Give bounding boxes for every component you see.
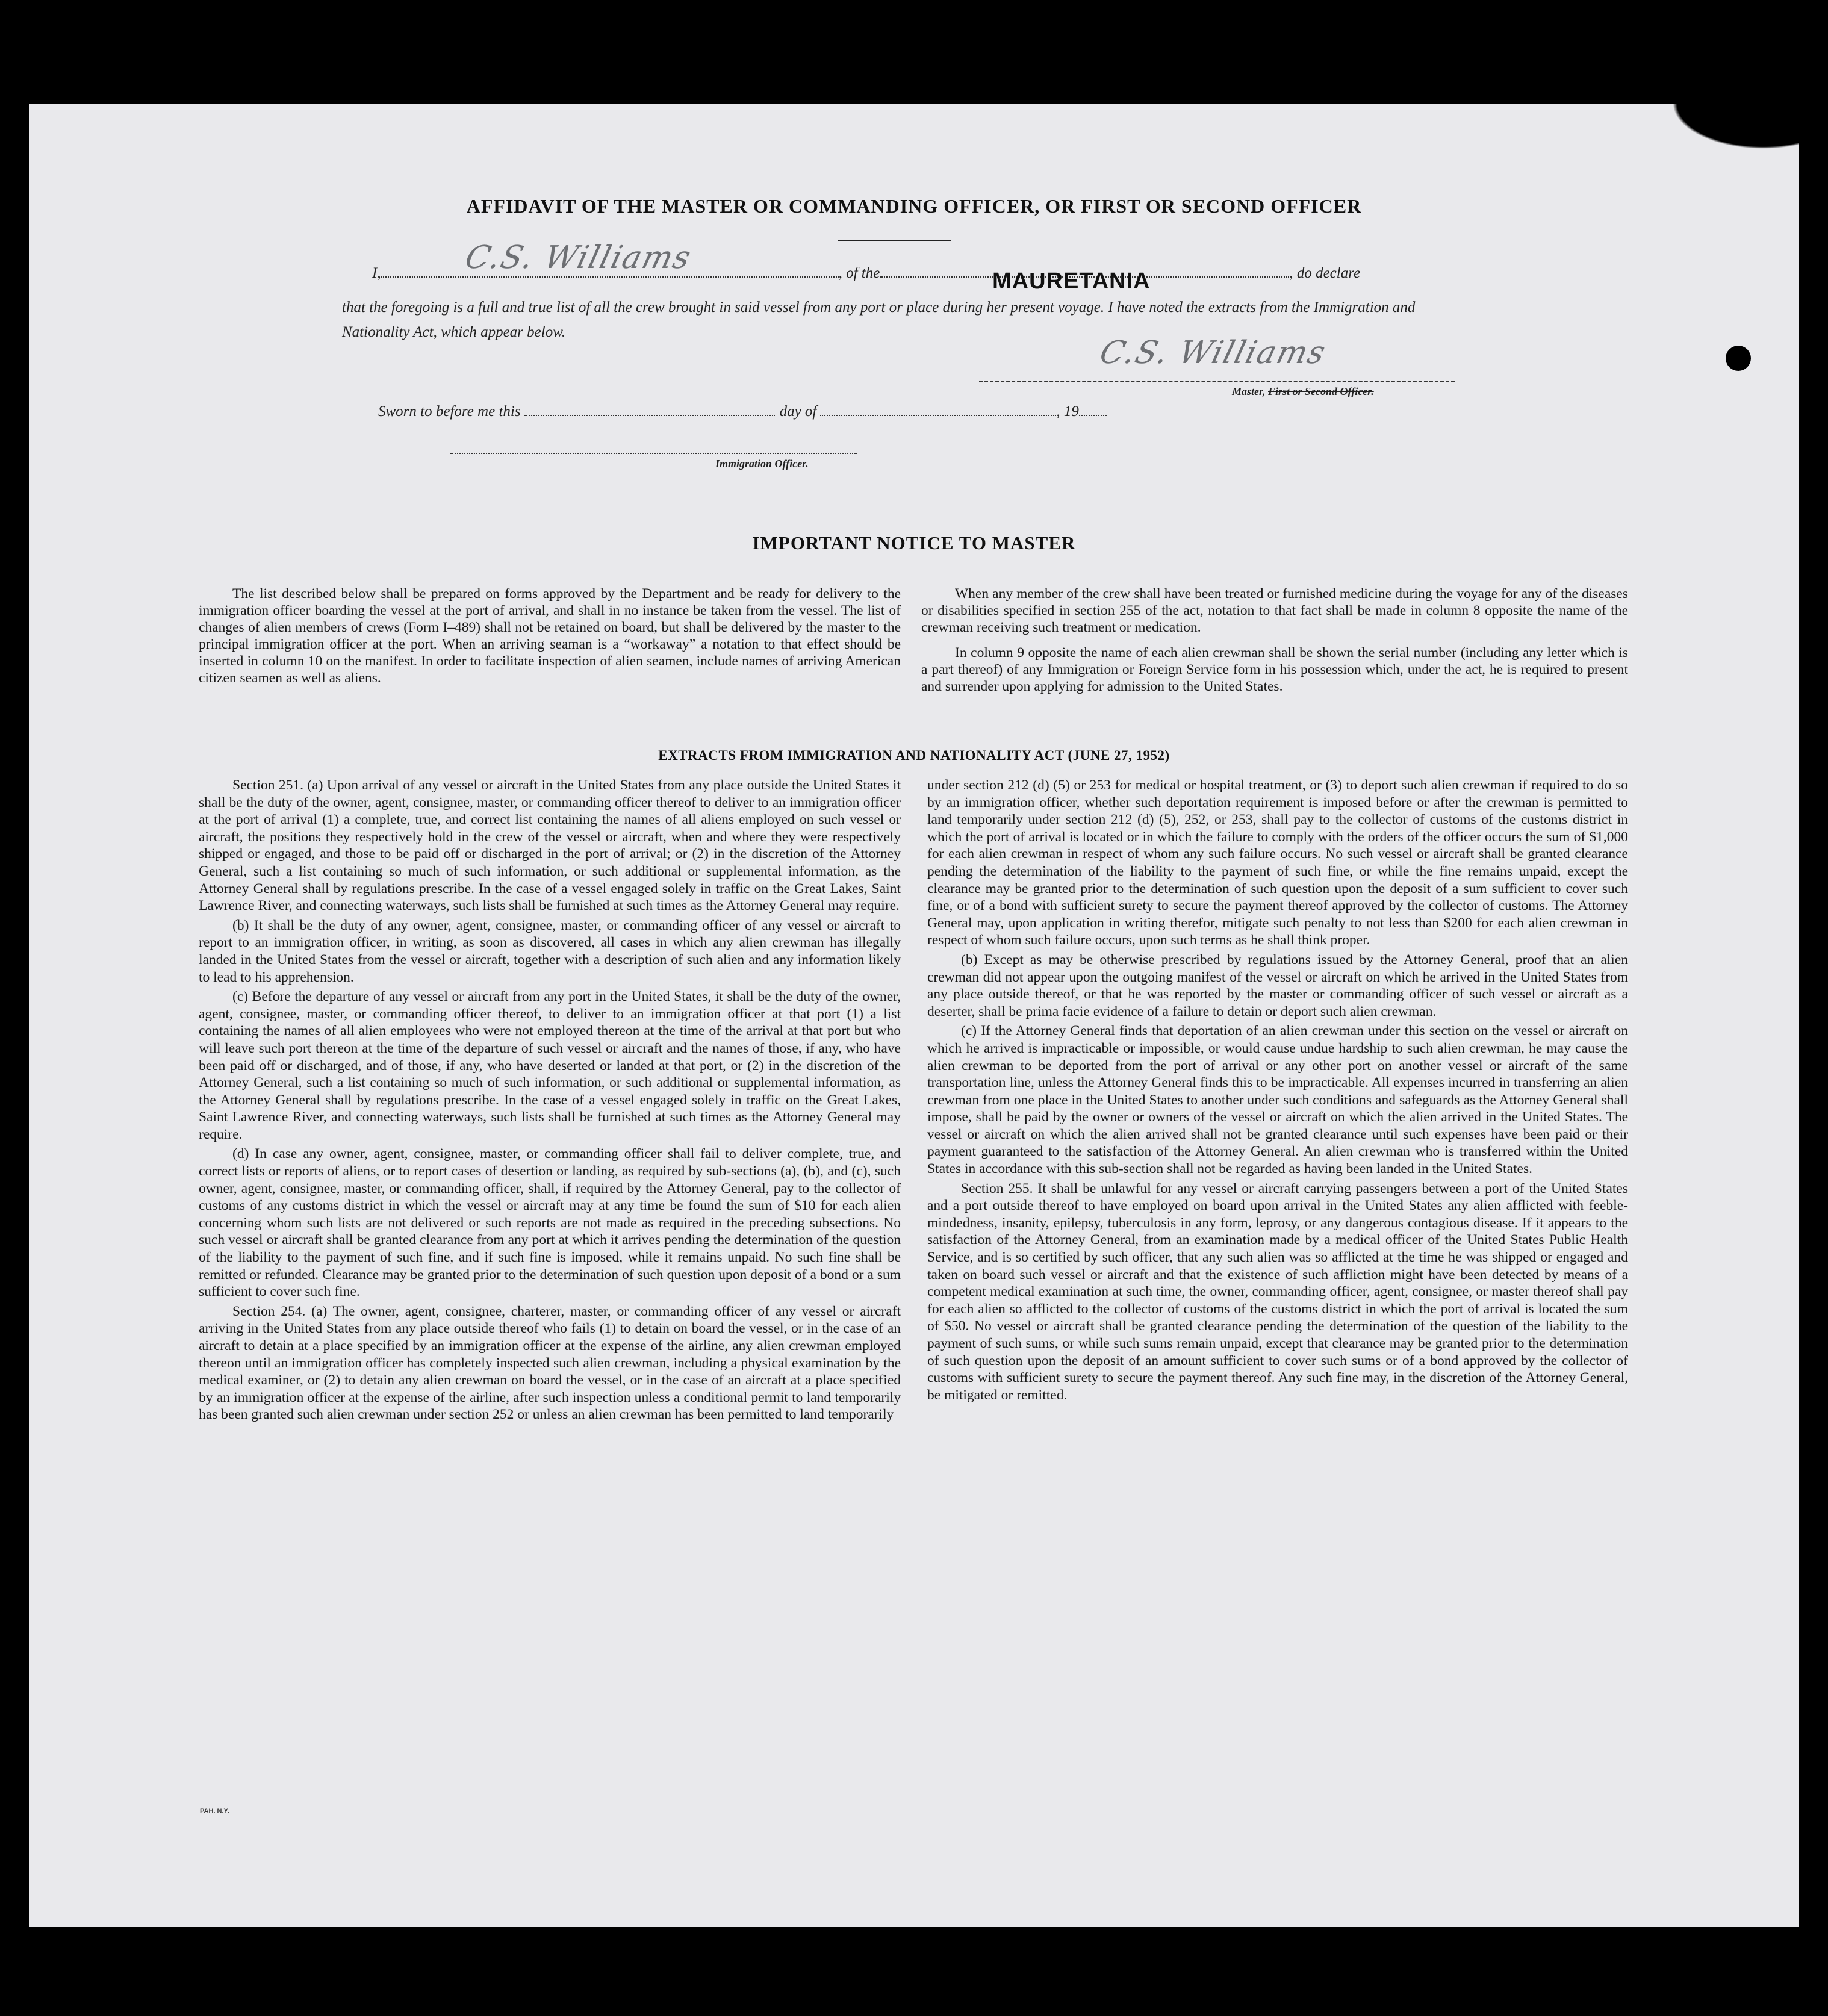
day-of-label: day of: [779, 403, 817, 420]
act-right-column: [927, 777, 1628, 1406]
declaration-text: that the foregoing is a full and true list of all the crew brought in said vessel from any port or place during her present voyage. I have noted the extracts from the Immigration and Nationality Act, which appear below.: [342, 299, 1416, 340]
act-left-column: [199, 777, 901, 1426]
master-signature: C.S. Williams: [1096, 335, 1330, 371]
notice-paragraph: The list described below shall be prepared on forms approved by the Department and be ready for delivery to the immigration officer boarding the vessel at the port of arrival, and shall in no instance be taken from the vessel. The list of changes of alien members of crews (Form I–489) shall not be retained on board, but shall be delivered by the master to the principal immigration officer at the port. When an arriving seaman is a “workaway” a notation to that effect should be inserted in column 10 on the manifest. In order to facilitate inspection of alien seamen, include names of arriving American citizen seamen as well as aliens.: [199, 586, 901, 686]
section-251d: (d) In case any owner, agent, consignee, master, or commanding officer shall fail to deliver complete, true, and correct lists or reports of aliens, or to report cases of desertion or landing, as required by sub-sections (a), (b), and (c), such owner, agent, consignee, master, or commanding officer, shall, if required by the Attorney General, pay to the collector of customs of any customs district in which the vessel or aircraft may at any time be found the sum of $10 for each alien concerning whom such lists are not delivered or such reports are not made as required in the preceding subsections. No such vessel or aircraft shall be granted clearance from any port at which it arrives pending the determination of the question of the liability to the payment of such fine, and if such fine is imposed, while it remains unpaid. No such fine shall be remitted or refunded. Clearance may be granted prior to the determination of such question upon deposit of a bond or a sum sufficient to cover such fine.: [199, 1146, 901, 1300]
torn-corner: [1618, 104, 1799, 176]
section-251c: (c) Before the departure of any vessel or aircraft from any port in the United States, it shall be the duty of the owner, agent, consignee, master, or commanding officer thereof, to deliver to an immigration officer at that port (1) a list containing the names of all alien employees who were not employed thereon at the time of the arrival at that port but who will leave such port thereon at the time of the departure of such vessel or aircraft and the names of those, if any, who have been paid off or discharged, and of those, if any, who have deserted or landed at that port, or (2) in the discretion of the Attorney General, such a list containing so much of such information, or such additional or supplemental information, as the Attorney General shall by regulations prescribe. In the case of a vessel engaged solely in traffic on the Great Lakes, Saint Lawrence River, and connecting waterways, such lists shall be furnished at such times as the Attorney General may require.: [199, 989, 901, 1142]
notice-paragraph: When any member of the crew shall have been treated or furnished medicine during the voyage for any of the diseases or disabilities specified in section 255 of the act, notation to that fact shall be made in column 8 opposite the name of the crewman receiving such treatment or medication.: [921, 586, 1628, 635]
punch-hole: [1726, 346, 1751, 371]
affidavit-title: AFFIDAVIT OF THE MASTER OR COMMANDING OFFICER, OR FIRST OR SECOND OFFICER: [466, 195, 1362, 217]
immigration-officer-label: Immigration Officer.: [715, 458, 809, 470]
day-field: [524, 412, 775, 416]
master-title-label: [1232, 385, 1374, 398]
title-rule: [838, 240, 951, 241]
of-the-label: , of the: [838, 265, 880, 281]
struck-officer-label: First or Second Officer.: [1268, 385, 1374, 397]
master-signature-line: [979, 381, 1455, 382]
immigration-officer-line: [450, 453, 857, 454]
section-255: Section 255. It shall be unlawful for any vessel or aircraft carrying passengers between a port of the United States and a port outside thereof to have employed on board upon arrival in the United States any alien afflicted with feeble-mindedness, insanity, epilepsy, tuberculosis in any form, leprosy, or any dangerous contagious disease. If it appears to the satisfaction of the Attorney General, from an examination made by a medical officer of the United States Public Health Service, and is so certified by such officer, that any such alien was so afflicted at the time he was shipped or engaged and taken on board such vessel or aircraft and that the existence of such affliction might have been detected by means of a competent medical examination at such time, the owner, commanding officer, agent, consignee, or master thereof shall pay for each alien so afflicted to the collector of customs of the customs district in which the port of arrival is located the sum of $50. No vessel or aircraft shall be granted clearance pending the determination of the question of the liability to the payment of such sums, or while such sums remain unpaid, except that clearance may be granted prior to the determination of such question upon the deposit of an amount sufficient to cover such sums or of a bond approved by the collector of customs with sufficient surety to secure the payment thereof. Any such fine may, in the discretion of the Attorney General, be mitigated or remitted.: [927, 1180, 1628, 1403]
notice-right-column: [921, 585, 1628, 703]
section-254c: (c) If the Attorney General finds that deportation of an alien crewman under this section on the vessel or aircraft on which he arrived is impracticable or impossible, or would cause undue hardship to such alien crewman, he may cause the alien crewman to be deported from the port of arrival or any other port on another vessel or aircraft of the same transportation line, unless the Attorney General finds this to be impracticable. All expenses incurred in transferring an alien crewman from one place in the United States to another under such conditions and safeguards as the Attorney General shall impose, shall be paid by the owner or owners of the vessel or aircraft on which the alien arrived in the United States. The vessel or aircraft on which the alien arrived shall not be granted clearance until such expenses have been paid or their payment guaranteed to the satisfaction of the Attorney General. An alien crewman who is transferred within the United States in accordance with this sub-section shall not be regarded as having been landed in the United States.: [927, 1023, 1628, 1177]
sworn-line: [378, 403, 1107, 420]
section-254a: Section 254. (a) The owner, agent, consignee, charterer, master, or commanding officer of any vessel or aircraft arriving in the United States from any place outside thereof who fails (1) to detain on board the vessel, or in the case of an aircraft to detain at a place specified by an immigration officer at the expense of the airline, any alien crewman employed thereon until an immigration officer has completely inspected such alien crewman, including a physical examination by the medical examiner, or (2) to detain any alien crewman on board the vessel, or in the case of an aircraft at a place specified by an immigration officer at the expense of the airline, after such inspection unless a conditional permit to land temporarily has been granted such alien crewman under section 252 or unless an alien crewman has been permitted to land temporarily: [199, 1303, 901, 1423]
year-field: [1079, 412, 1107, 416]
extracts-title: EXTRACTS FROM IMMIGRATION AND NATIONALITY ACT (JUNE 27, 1952): [658, 748, 1170, 763]
notice-left-column: [199, 585, 901, 695]
section-251b: (b) It shall be the duty of any owner, agent, consignee, master, or commanding officer of any vessel or aircraft to report to an immigration officer, in writing, as soon as discovered, all cases in which any alien crewman has illegally landed in the United States from the vessel or aircraft, together with a description of such alien and any information likely to lead to his apprehension.: [199, 917, 901, 985]
document-page: [29, 104, 1799, 1927]
sworn-label: Sworn to before me this: [378, 403, 521, 420]
year-label: , 19: [1056, 403, 1079, 420]
notice-paragraph: In column 9 opposite the name of each alien crewman shall be shown the serial number (including any letter which is a part thereof) of any Immigration or Foreign Service form in his possession which, under the act, he is required to present and surrender upon applying for admission to the United States.: [921, 645, 1628, 694]
do-declare-label: , do declare: [1289, 265, 1361, 281]
section-251a: Section 251. (a) Upon arrival of any vessel or aircraft in the United States from any place outside the United States it shall be the duty of the owner, agent, consignee, master, or commanding officer thereof to deliver to an immigration officer at the port of arrival (1) a complete, true, and correct list containing the names of all aliens employed on such vessel or aircraft, the positions they respectively hold in the crew of the vessel or aircraft, when and where they were respectively shipped or engaged, and those to be paid off or discharged in the port of arrival; or (2) in the discretion of the Attorney General, such a list containing so much of such information, or such additional or supplemental information, as the Attorney General shall by regulations prescribe. In the case of a vessel engaged solely in traffic on the Great Lakes, Saint Lawrence River, and connecting waterways, such lists shall be furnished at such times as the Attorney General may require.: [199, 777, 901, 914]
section-254a-continued: under section 212 (d) (5) or 253 for medical or hospital treatment, or (3) to deport such alien crewman if required to do so by an immigration officer, whether such deportation requirement is imposed before or after the crewman is permitted to land temporarily under section 212 (d) (5), 252, or 253, shall pay to the collector of customs of the customs district in which the port of arrival is located or in which the failure to comply with the orders of the officer occurs the sum of $1,000 for each alien crewman in respect of whom any such failure occurs. No such vessel or aircraft shall be granted clearance pending the determination of the liability to the payment of such fine, or while the fine remains unpaid, except the clearance may be granted prior to the determination of such question upon the deposit of a sum sufficient to cover such fine, or of a bond with sufficient surety to secure the payment thereof approved by the collector of customs. The Attorney General may, upon application in writing therefor, mitigate such penalty to not less than $200 for each alien crewman in respect of whom such failure occurs, upon such terms as he shall think proper.: [927, 777, 1628, 948]
master-signature-top: C.S. Williams: [461, 240, 695, 276]
master-label: Master,: [1232, 385, 1269, 397]
month-field: [820, 412, 1056, 416]
vessel-name: MAURETANIA: [992, 269, 1151, 294]
section-254b: (b) Except as may be otherwise prescribed by regulations issued by the Attorney General, proof that an alien crewman did not appear upon the outgoing manifest of the vessel or aircraft on which he arrived in the United States from any place outside thereof, or that he was reported by the master or commanding officer of such vessel or aircraft as a deserter, shall be prima facie evidence of a failure to detain or deport such alien crewman.: [927, 951, 1628, 1019]
i-label: I,: [372, 265, 381, 281]
notice-title: IMPORTANT NOTICE TO MASTER: [752, 532, 1076, 553]
printer-mark: PAH. N.Y.: [200, 1808, 229, 1815]
